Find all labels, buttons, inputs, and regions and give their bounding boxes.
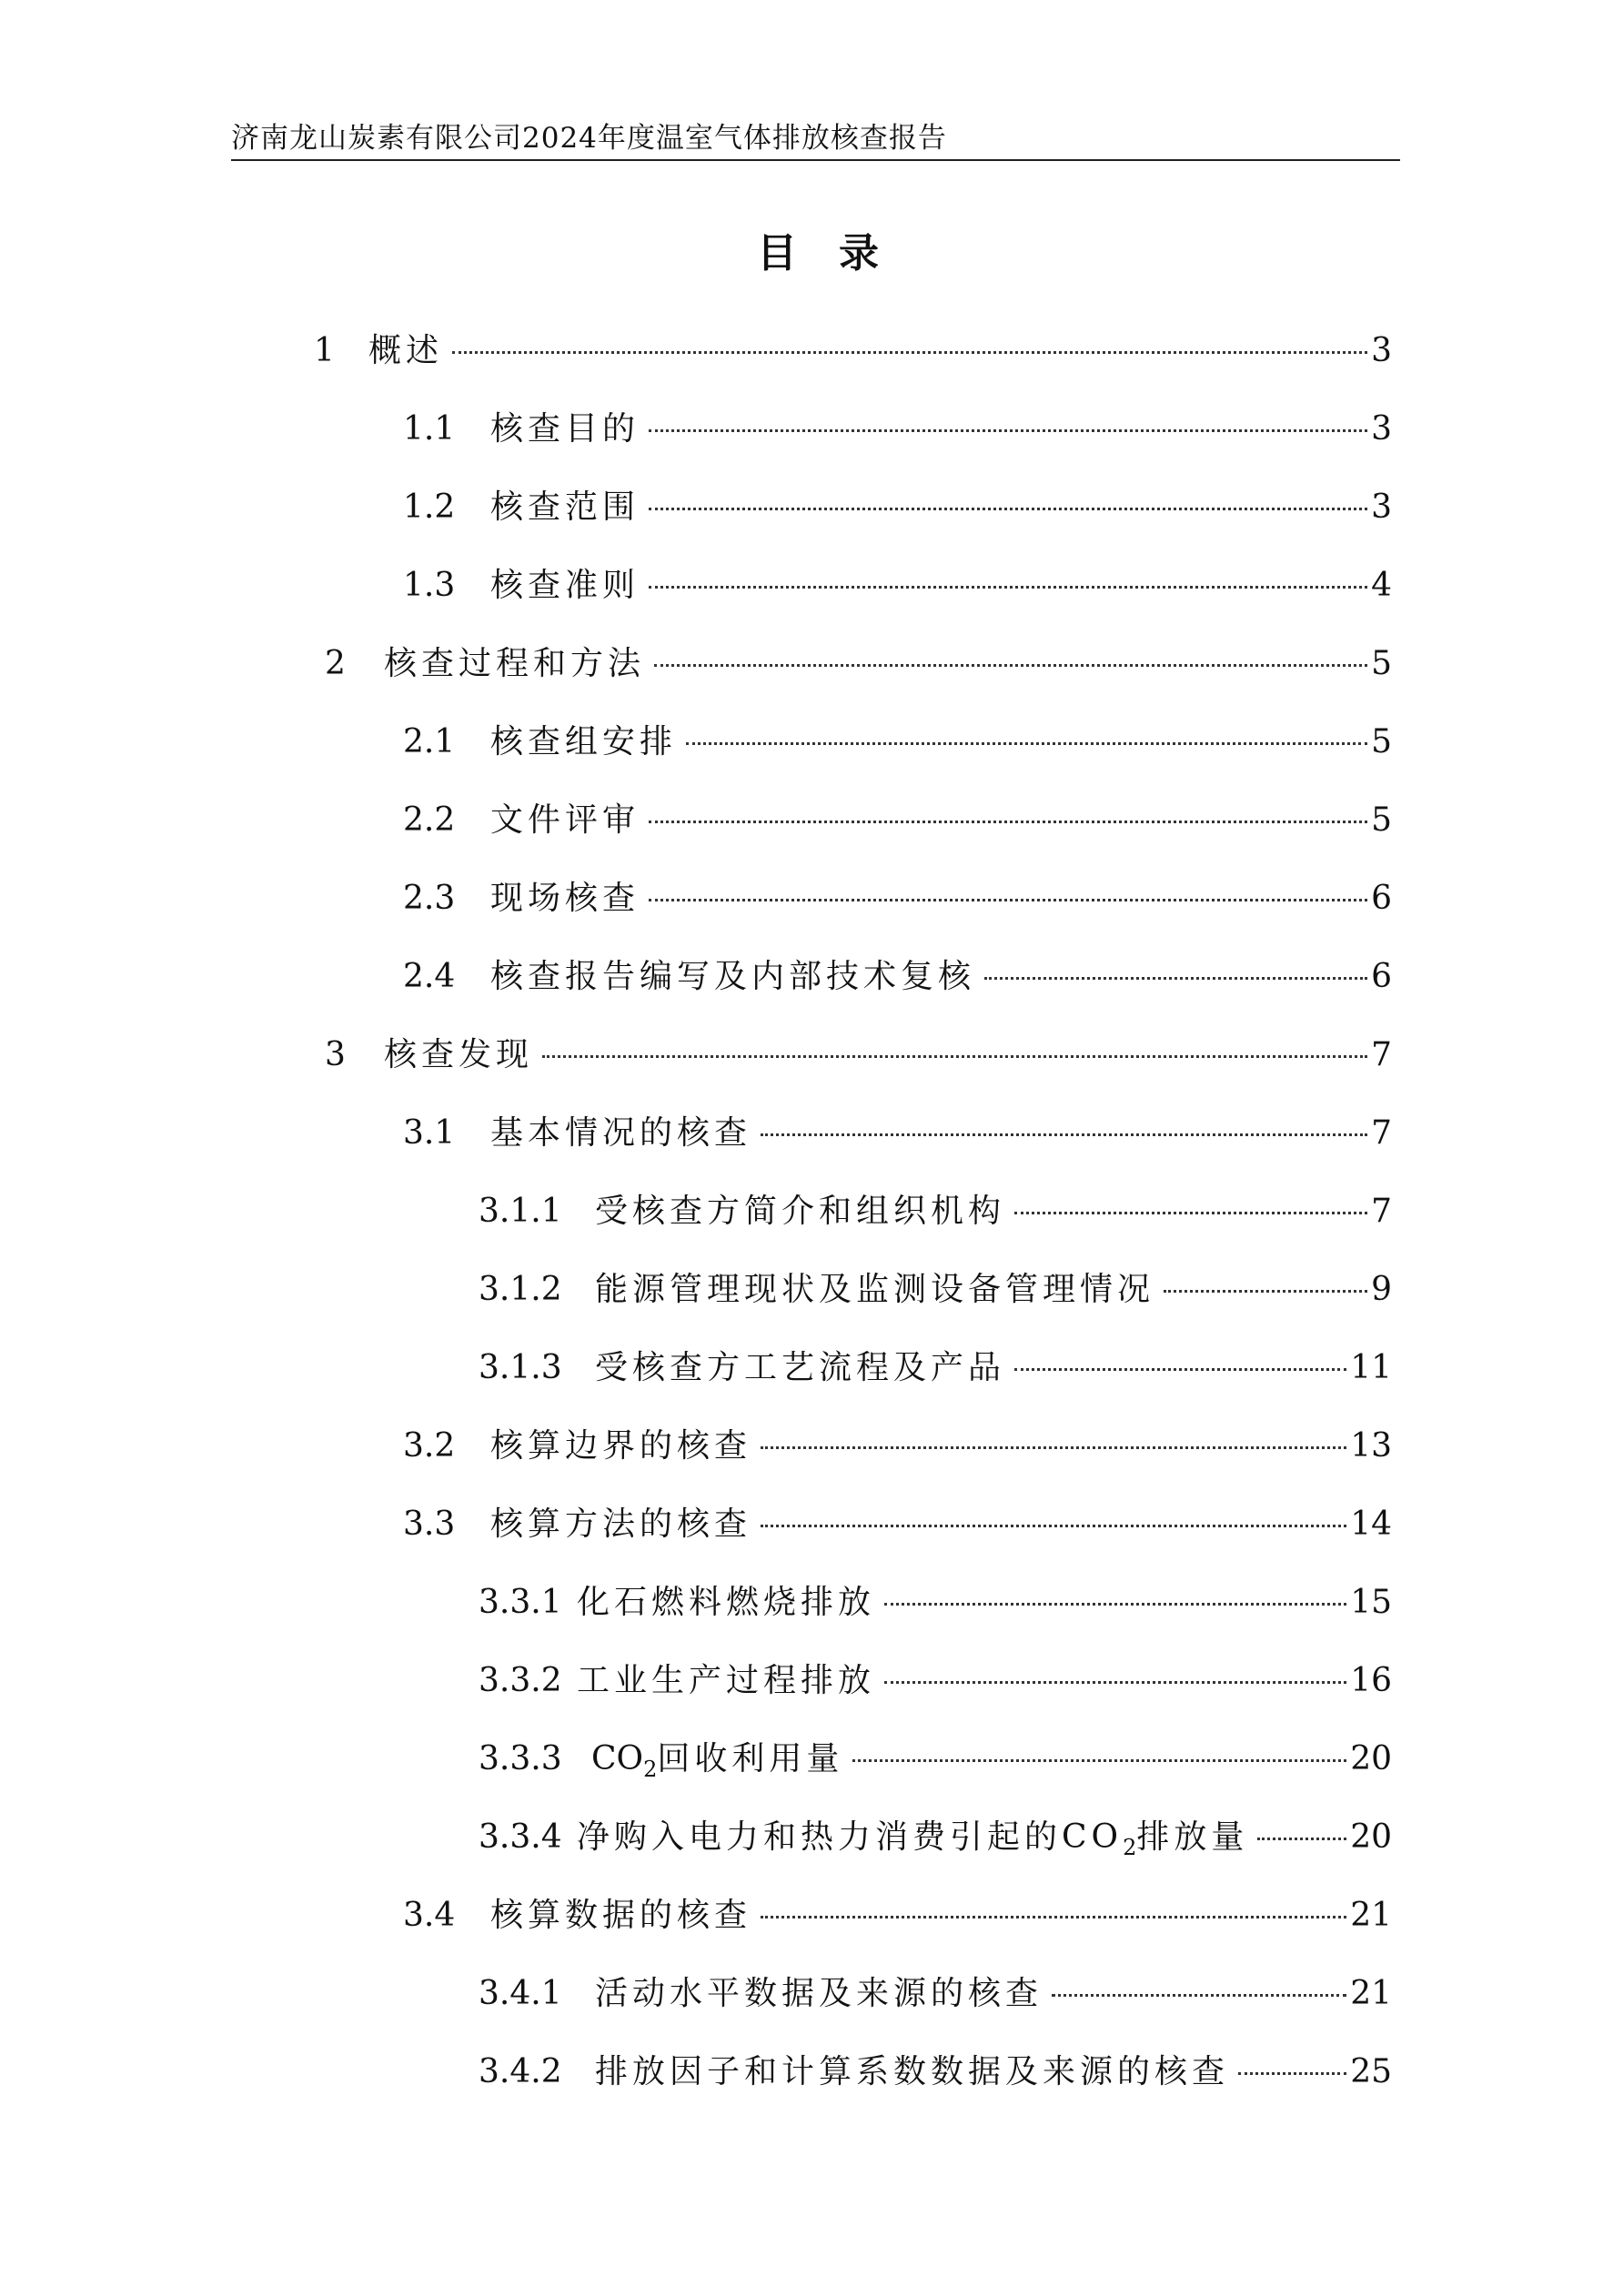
toc-entry-page: 13 [1350,1427,1392,1465]
toc-entry-title: 核查组安排 [490,723,678,760]
toc-entry-title-part: 排放量 [1136,1818,1249,1856]
toc-entry-number: 3.4 [403,1897,456,1934]
toc-entry-title: 核算边界的核查 [490,1427,752,1465]
toc-entry-title: 受核查方简介和组织机构 [595,1193,1006,1230]
toc-entry-number: 3.1.3 [479,1349,562,1386]
toc-entry-page: 7 [1371,1193,1392,1230]
toc-entry-title: 核查准则 [490,567,640,604]
toc-entry-number: 3.1.1 [479,1193,562,1230]
toc-dot-leader [649,821,1367,823]
toc-entry-title: 核查报告编写及内部技术复核 [490,958,976,995]
toc-entry-page: 20 [1350,1740,1392,1777]
toc-dot-leader [984,977,1367,980]
toc-entry-3-1-2[interactable] [479,1264,1392,1309]
toc-entry-number: 3.1.2 [479,1271,562,1308]
toc-entry-3-3-3[interactable] [479,1733,1392,1783]
toc-entry-title: 现场核查 [490,880,640,917]
toc-entry-title: 化石燃料燃烧排放 [577,1584,876,1621]
toc-entry-page: 5 [1371,645,1392,682]
toc-dot-leader [852,1759,1346,1762]
toc-dot-leader [761,1916,1346,1918]
toc-entry-page: 16 [1350,1662,1392,1699]
toc-entry-number: 2 [325,645,346,682]
toc-entry-title: 核算方法的核查 [490,1505,752,1543]
toc-entry-number: 3.2 [403,1427,456,1465]
toc-dot-leader [884,1681,1346,1684]
toc-entry-title: 文件评审 [490,801,640,839]
toc-entry-title: 受核查方工艺流程及产品 [595,1349,1006,1386]
toc-entry-3-4-1[interactable] [479,1968,1392,2013]
toc-entry-3-2[interactable] [403,1420,1392,1465]
toc-entry-page: 21 [1350,1897,1392,1934]
toc-entry-1-2[interactable] [403,481,1392,527]
toc-entry-1-1[interactable] [403,403,1392,448]
toc-entry-3-1-3[interactable] [479,1342,1392,1387]
toc-entry-number: 3.3.2 [479,1662,562,1699]
toc-entry-page: 15 [1350,1584,1392,1621]
toc-entry-page: 3 [1371,410,1392,448]
toc-entry-page: 7 [1371,1114,1392,1152]
toc-entry-title: 核查目的 [490,410,640,448]
toc-entry-page: 6 [1371,958,1392,995]
toc-entry-number: 3.3.4 [479,1818,562,1856]
toc-entry-title: 活动水平数据及来源的核查 [595,1975,1043,2012]
toc-entry-2-4[interactable] [403,951,1392,996]
toc-entry-number: 1.3 [403,567,456,604]
toc-entry-title: 能源管理现状及监测设备管理情况 [595,1271,1155,1308]
toc-entry-title [577,1811,1254,1860]
toc-entry-number: 3.3 [403,1505,456,1543]
toc-dot-leader [761,1446,1346,1449]
toc-entry-3[interactable] [325,1029,1392,1074]
toc-entry-number: 3.1 [403,1114,456,1152]
toc-entry-number: 1.2 [403,488,456,526]
toc-entry-title [591,1733,849,1782]
toc-entry-3-3-4[interactable] [479,1811,1392,1861]
toc-dot-leader [1052,1994,1346,1997]
toc-entry-page: 4 [1371,567,1392,604]
toc-entry-1-3[interactable] [403,559,1392,605]
toc-entry-page: 9 [1371,1271,1392,1308]
toc-entry-title: 核算数据的核查 [490,1897,752,1934]
toc-entry-title-part: 净购入电力和热力消费引起的CO [577,1818,1124,1856]
toc-entry-number: 3.3.3 [479,1740,562,1777]
toc-entry-page: 6 [1371,880,1392,917]
toc-entry-subscript: 2 [1123,1835,1137,1861]
toc-entry-3-4-2[interactable] [479,2046,1392,2091]
toc-entry-title: 工业生产过程排放 [577,1662,876,1699]
toc-dot-leader [761,1525,1346,1527]
toc-entry-title-part: 回收利用量 [657,1740,844,1777]
toc-entry-2-3[interactable] [403,872,1392,918]
toc-entry-subscript: 2 [643,1757,658,1783]
toc-entry-3-3-2[interactable] [479,1655,1392,1700]
toc-entry-page: 7 [1371,1036,1392,1073]
toc-entry-page: 25 [1350,2053,1392,2090]
toc-entry-3-3-1[interactable] [479,1576,1392,1622]
toc-entry-number: 2.4 [403,958,456,995]
toc-dot-leader [1257,1838,1346,1840]
toc-entry-title-part: CO [591,1740,644,1777]
toc-entry-3-1-1[interactable] [479,1185,1392,1231]
toc-entry-title: 核查发现 [384,1036,534,1073]
toc-entry-page: 11 [1350,1349,1392,1386]
page-header: 济南龙山炭素有限公司2024年度温室气体排放核查报告 [231,122,947,155]
toc-entry-page: 20 [1350,1818,1392,1856]
toc-entry-title: 基本情况的核查 [490,1114,752,1152]
toc-entry-number: 3.4.2 [479,2053,562,2090]
toc-entry-2[interactable] [325,638,1392,683]
toc-entry-3-1[interactable] [403,1107,1392,1153]
toc-entry-number: 3.4.1 [479,1975,562,2012]
toc-entry-page: 5 [1371,723,1392,760]
toc-dot-leader [1164,1290,1367,1293]
toc-dot-leader [452,351,1367,354]
toc-entry-title: 核查过程和方法 [384,645,646,682]
toc-entry-number: 1.1 [403,410,456,448]
toc-entry-number: 2.2 [403,801,456,839]
toc-dot-leader [649,429,1367,432]
toc-entry-2-1[interactable] [403,716,1392,761]
toc-entry-3-4[interactable] [403,1889,1392,1935]
toc-dot-leader [884,1603,1346,1606]
toc-dot-leader [654,664,1367,667]
toc-dot-leader [1238,2072,1346,2075]
toc-dot-leader [649,586,1367,589]
toc-entry-2-2[interactable] [403,794,1392,840]
toc-entry-number: 3.3.1 [479,1584,562,1621]
toc-entry-page: 3 [1371,332,1392,369]
toc-entry-page: 5 [1371,801,1392,839]
toc-entry-number: 2.3 [403,880,456,917]
toc-entry-page: 21 [1350,1975,1392,2012]
toc-dot-leader [761,1133,1367,1136]
toc-dot-leader [649,508,1367,510]
toc-entry-number: 2.1 [403,723,456,760]
toc-entry-number: 1 [314,332,335,369]
toc-entry-1[interactable] [314,325,1392,370]
toc-entry-page: 14 [1350,1505,1392,1543]
toc-dot-leader [1014,1368,1346,1371]
toc-entry-3-3[interactable] [403,1498,1392,1544]
toc-entry-title: 排放因子和计算系数数据及来源的核查 [595,2053,1230,2090]
toc-entry-title: 概述 [368,332,444,369]
toc-entry-number: 3 [325,1036,346,1073]
toc-entry-page: 3 [1371,488,1392,526]
toc-entry-title: 核查范围 [490,488,640,526]
toc-dot-leader [649,899,1367,901]
toc-dot-leader [542,1055,1367,1058]
toc-dot-leader [1014,1212,1367,1214]
toc-dot-leader [686,742,1367,745]
toc-title: 目录 [757,230,921,277]
